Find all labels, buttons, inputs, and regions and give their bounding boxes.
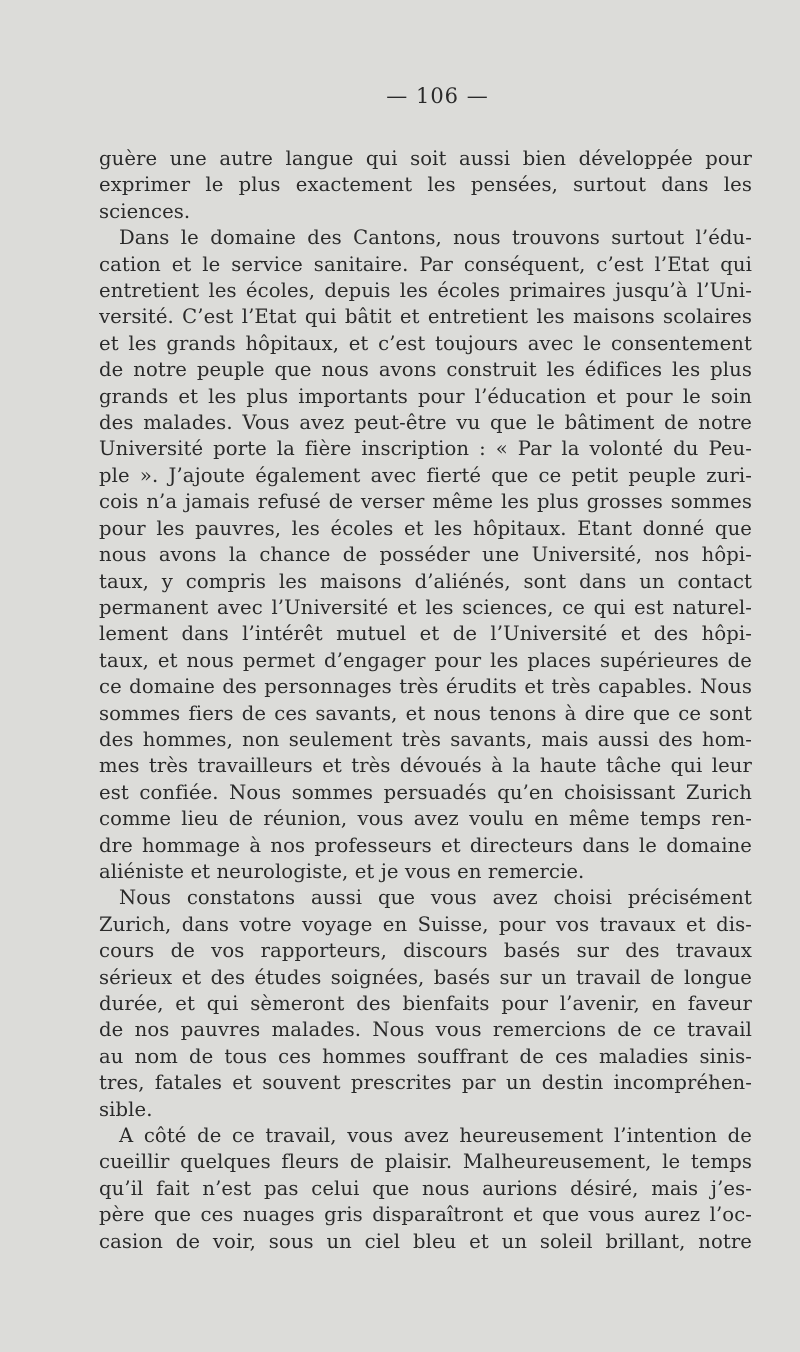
text-line: sérieux et des études soignées, basés sur un travail de longue [99, 965, 752, 989]
text-line: Université porte la fière inscription : « Par la volonté du Peu- [99, 437, 752, 461]
paragraph [99, 885, 752, 1123]
text-line: nous avons la chance de posséder une Université, nos hôpi- [99, 543, 752, 567]
text-line: cation et le service sanitaire. Par conséquent, c’est l’Etat qui [99, 252, 752, 276]
text-line: père que ces nuages gris disparaîtront et que vous aurez l’oc- [99, 1203, 752, 1227]
text-line: ce domaine des personnages très érudits et très capables. Nous [99, 675, 752, 699]
text-line: aliéniste et neurologiste, et je vous en remercie. [99, 859, 585, 883]
text-line: comme lieu de réunion, vous avez voulu en même temps ren- [99, 807, 752, 831]
paragraph [99, 146, 752, 225]
body-text [99, 146, 752, 1255]
text-line: tres, fatales et souvent prescrites par un destin incompréhen- [99, 1071, 752, 1095]
text-line: de notre peuple que nous avons construit les édifices les plus [99, 358, 752, 382]
text-line: Zurich, dans votre voyage en Suisse, pour vos travaux et dis- [99, 912, 752, 936]
text-line: versité. C’est l’Etat qui bâtit et entretient les maisons scolaires [99, 305, 752, 329]
text-line: des hommes, non seulement très savants, mais aussi des hom- [99, 727, 752, 751]
paragraph [99, 225, 752, 885]
text-line: des malades. Vous avez peut-être vu que le bâtiment de notre [99, 411, 752, 435]
text-line: guère une autre langue qui soit aussi bien développée pour [99, 147, 752, 170]
text-line: permanent avec l’Université et les sciences, ce qui est naturel- [99, 595, 752, 619]
text-line: sible. [99, 1097, 153, 1121]
text-line: et les grands hôpitaux, et c’est toujours avec le consentement [99, 331, 752, 355]
text-line: sciences. [99, 199, 191, 223]
paragraph [99, 1123, 752, 1255]
page-number: — 106 — [386, 84, 489, 108]
text-line: casion de voir, sous un ciel bleu et un soleil brillant, notre [99, 1229, 752, 1253]
text-line: taux, et nous permet d’engager pour les places supérieures de [99, 648, 752, 672]
text-line: ple ». J’ajoute également avec fierté que ce petit peuple zuri- [99, 463, 752, 487]
text-line: Nous constatons aussi que vous avez choisi précisément [119, 886, 752, 910]
text-line: cois n’a jamais refusé de verser même les plus grosses sommes [99, 490, 752, 514]
text-line: sommes fiers de ces savants, et nous tenons à dire que ce sont [99, 701, 752, 725]
text-line: dre hommage à nos professeurs et directeurs dans le domaine [99, 833, 752, 857]
text-line: cueillir quelques fleurs de plaisir. Malheureusement, le temps [99, 1150, 752, 1174]
text-line: cours de vos rapporteurs, discours basés sur des travaux [99, 939, 752, 963]
text-line: qu’il fait n’est pas celui que nous aurions désiré, mais j’es- [99, 1176, 752, 1200]
text-line: est confiée. Nous sommes persuadés qu’en choisissant Zurich [99, 780, 752, 804]
text-line: grands et les plus importants pour l’éducation et pour le soin [99, 384, 752, 408]
text-line: entretient les écoles, depuis les écoles primaires jusqu’à l’Uni- [99, 279, 752, 303]
text-line: durée, et qui sèmeront des bienfaits pour l’avenir, en faveur [99, 992, 752, 1015]
text-line: pour les pauvres, les écoles et les hôpitaux. Etant donné que [99, 516, 752, 540]
text-line: mes très travailleurs et très dévoués à la haute tâche qui leur [99, 754, 752, 778]
text-line: A côté de ce travail, vous avez heureusement l’intention de [119, 1124, 752, 1148]
text-line: exprimer le plus exactement les pensées, surtout dans les [99, 173, 752, 197]
text-line: au nom de tous ces hommes souffrant de ces maladies sinis- [99, 1044, 752, 1068]
text-line: Dans le domaine des Cantons, nous trouvons surtout l’édu- [119, 226, 752, 250]
text-line: de nos pauvres malades. Nous vous remercions de ce travail [99, 1018, 752, 1042]
text-line: taux, y compris les maisons d’aliénés, sont dans un contact [99, 569, 752, 593]
text-line: lement dans l’intérêt mutuel et de l’Université et des hôpi- [99, 622, 752, 646]
